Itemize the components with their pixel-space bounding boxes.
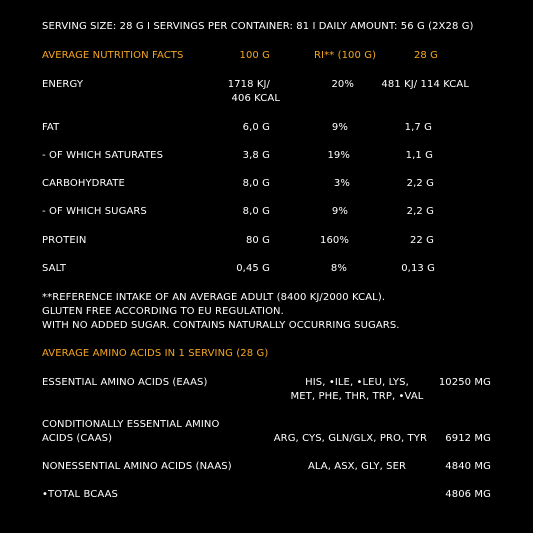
value-ri: 20% — [331, 79, 354, 90]
value-28g: 481 KJ/ 114 KCAL — [381, 79, 469, 90]
value-100g: 80 G — [245, 235, 270, 246]
footnote-line: WITH NO ADDED SUGAR. CONTAINS NATURALLY OCCURRING SUGARS. — [42, 320, 400, 331]
amino-acids-list: ARG, CYS, GLN/GLX, PRO, TYR — [273, 433, 427, 444]
value-100g: 8,0 G — [242, 178, 270, 189]
nutrition-title: AVERAGE NUTRITION FACTS — [42, 50, 184, 61]
value-28g: 1,1 G — [405, 150, 433, 161]
value-100g: 0,45 G — [236, 263, 270, 274]
row-label: PROTEIN — [42, 235, 87, 246]
amino-title: AVERAGE AMINO ACIDS IN 1 SERVING (28 G) — [42, 348, 269, 359]
footnotes — [42, 291, 400, 333]
value-ri: 160% — [320, 235, 349, 246]
value-ri: 9% — [331, 122, 348, 133]
row-label: FAT — [42, 122, 60, 133]
value-100g: 1718 KJ/ — [227, 79, 270, 90]
col-28g-header: 28 G — [413, 50, 438, 61]
row-label: SALT — [42, 263, 67, 274]
row-label: NONESSENTIAL AMINO ACIDS (NAAS) — [42, 461, 232, 472]
row-label: CONDITIONALLY ESSENTIAL AMINO — [42, 419, 220, 430]
value-100g: 406 KCAL — [231, 93, 280, 104]
amino-acids-list: HIS, •ILE, •LEU, LYS, — [305, 377, 409, 388]
value-ri: 9% — [331, 206, 348, 217]
serving-info: SERVING SIZE: 28 G I SERVINGS PER CONTAINER: 81 I DAILY AMOUNT: 56 G (2X28 G) — [42, 21, 474, 32]
row-label: - OF WHICH SATURATES — [42, 150, 164, 161]
row-label: ENERGY — [42, 79, 84, 90]
col-100g-header: 100 G — [239, 50, 270, 61]
amino-amount: 4806 MG — [445, 489, 491, 500]
amino-acids-list: MET, PHE, THR, TRP, •VAL — [290, 391, 424, 402]
value-100g: 6,0 G — [242, 122, 270, 133]
footnote-line: GLUTEN FREE ACCORDING TO EU REGULATION. — [42, 306, 284, 317]
value-100g: 3,8 G — [242, 150, 270, 161]
row-label: CARBOHYDRATE — [42, 178, 125, 189]
value-28g: 0,13 G — [401, 263, 435, 274]
amino-amount: 6912 MG — [445, 433, 491, 444]
value-100g: 8,0 G — [242, 206, 270, 217]
value-28g: 22 G — [409, 235, 434, 246]
row-label: ESSENTIAL AMINO ACIDS (EAAS) — [42, 377, 208, 388]
value-ri: 8% — [330, 263, 347, 274]
row-label: ACIDS (CAAS) — [42, 433, 113, 444]
value-28g: 1,7 G — [404, 122, 432, 133]
amino-amount: 10250 MG — [438, 377, 491, 388]
footnote-line: **REFERENCE INTAKE OF AN AVERAGE ADULT (8400 KJ/2000 KCAL). — [42, 292, 386, 303]
amino-amount: 4840 MG — [445, 461, 491, 472]
value-ri: 19% — [327, 150, 350, 161]
value-28g: 2,2 G — [406, 206, 434, 217]
amino-acids-list: ALA, ASX, GLY, SER — [307, 461, 407, 472]
value-ri: 3% — [333, 178, 350, 189]
row-label: •TOTAL BCAAS — [42, 489, 118, 500]
row-label: - OF WHICH SUGARS — [42, 206, 147, 217]
col-ri-header: RI** (100 G) — [314, 50, 377, 61]
value-28g: 2,2 G — [406, 178, 434, 189]
